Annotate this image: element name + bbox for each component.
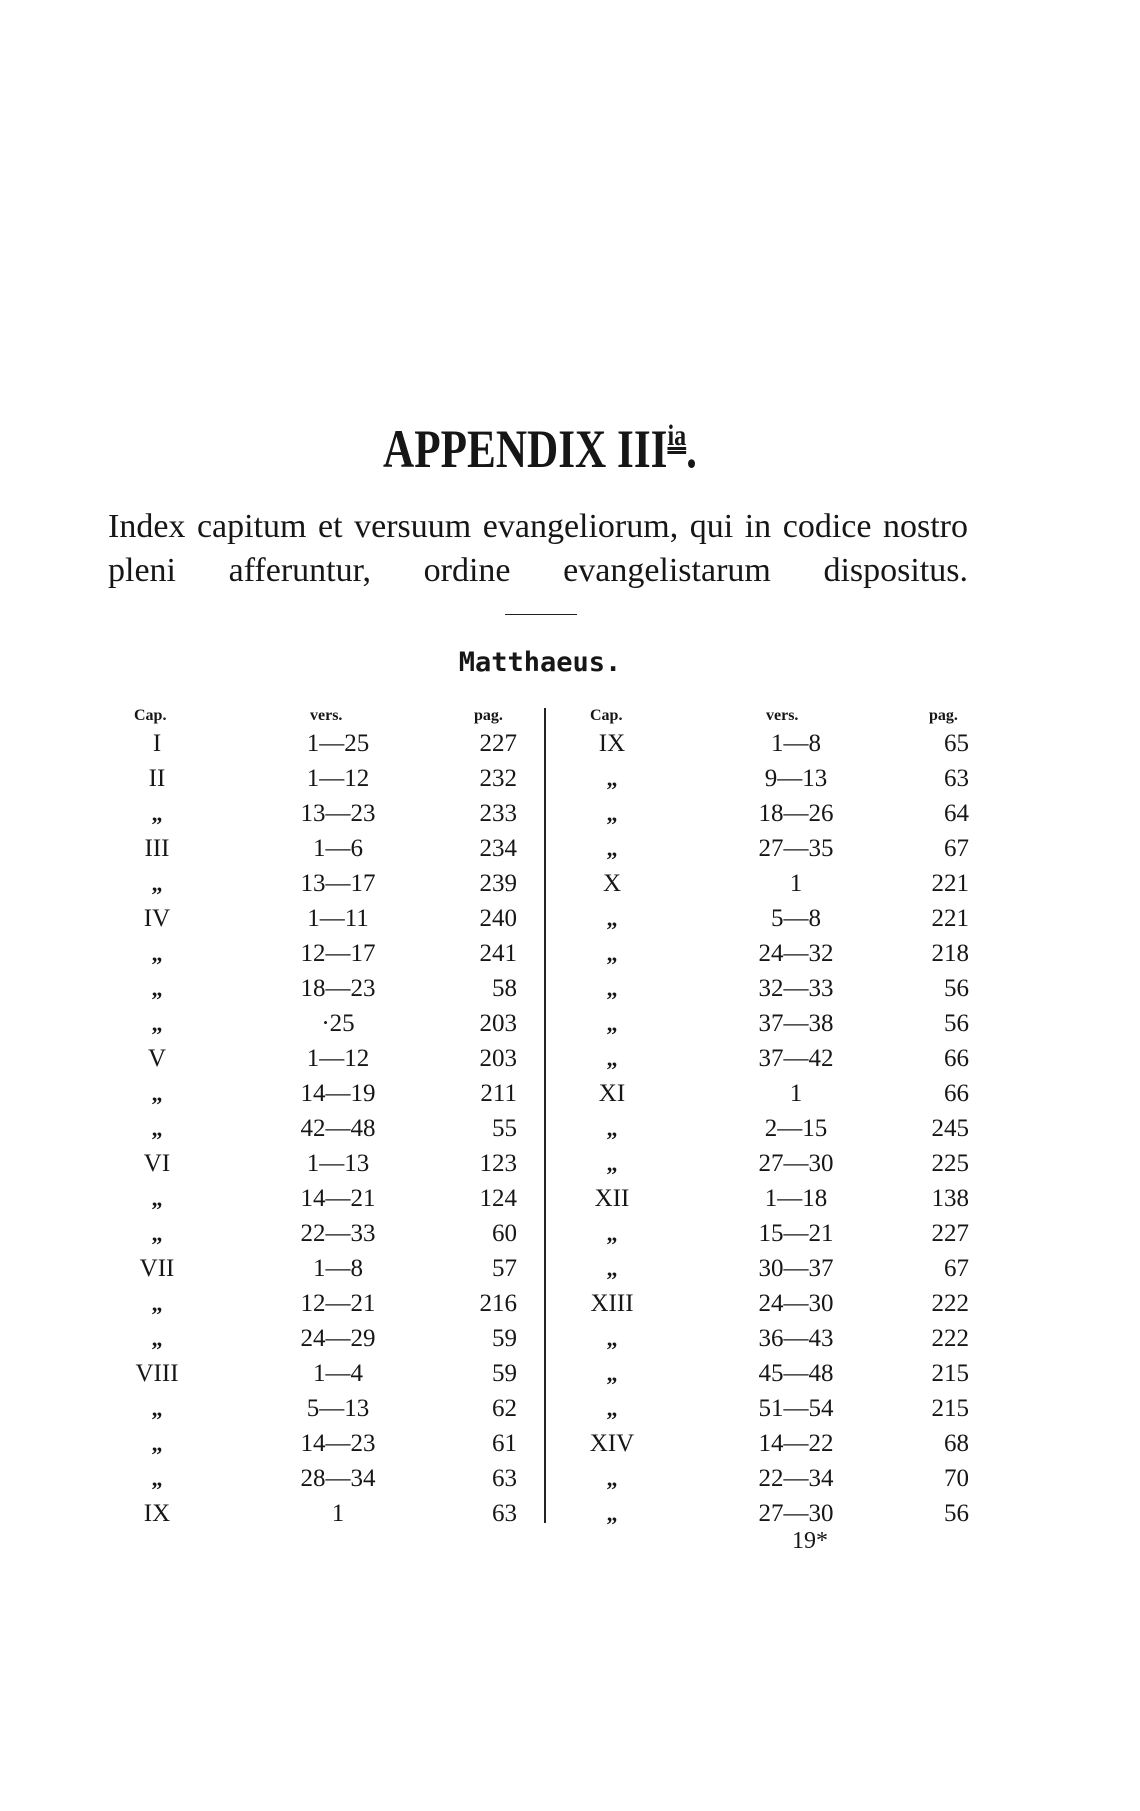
left-vers-cell: 12—17 [300,940,376,967]
left-vers-cell: 1—4 [313,1360,363,1387]
left-cap-cell: „ [151,1186,163,1211]
right-pag-cell: 66 [944,1080,969,1107]
left-cap-cell: „ [151,976,163,1001]
title-superscript: ia [667,419,687,452]
left-cap-cell: III [144,835,170,862]
right-vers-cell: 22—34 [758,1465,834,1492]
right-vers-cell: 14—22 [758,1430,834,1457]
left-pag-cell: 239 [479,870,517,897]
left-vers-cell: 1 [331,1500,345,1527]
left-pag-cell: 216 [479,1290,517,1317]
right-pag-cell: 63 [944,765,969,792]
left-pag-cell: 57 [492,1255,517,1282]
right-pag-cell: 66 [944,1045,969,1072]
right-pag-cell: 221 [931,870,969,897]
right-vers-cell: 1 [789,870,803,897]
right-cap-cell: „ [606,801,618,826]
left-cap-cell: „ [151,1291,163,1316]
right-pag-cell: 218 [931,940,969,967]
section-heading: Matthaeus. [458,647,622,678]
left-cap-cell: V [147,1045,167,1072]
left-pag-cell: 227 [479,730,517,757]
left-vers-cell: 1—13 [306,1150,370,1177]
left-cap-cell: II [148,765,166,792]
left-vers-cell: 28—34 [300,1465,376,1492]
right-pag-cell: 56 [944,1010,969,1037]
left-cap-cell: VI [143,1150,171,1177]
left-cap-cell: IX [143,1500,171,1527]
left-pag-cell: 62 [492,1395,517,1422]
right-vers-cell: 51—54 [758,1395,834,1422]
right-cap-cell: „ [606,1011,618,1036]
right-vers-cell: 27—30 [758,1150,834,1177]
left-vers-cell: 1—12 [306,765,370,792]
left-vers-cell: 14—23 [300,1430,376,1457]
left-pag-cell: 211 [480,1080,517,1107]
right-vers-cell: 1 [789,1080,803,1107]
left-vers-cell: 18—23 [300,975,376,1002]
left-pag-cell: 123 [479,1150,517,1177]
right-pag-cell: 215 [931,1360,969,1387]
left-pag-cell: 124 [479,1185,517,1212]
right-cap-cell: „ [606,1501,618,1526]
right-cap-cell: „ [606,1361,618,1386]
header-vers-right: vers. [766,707,799,724]
left-pag-cell: 234 [479,835,517,862]
header-pag-right: pag. [929,707,958,724]
right-cap-cell: X [602,870,622,897]
left-pag-cell: 63 [492,1500,517,1527]
right-cap-cell: XI [598,1080,626,1107]
left-pag-cell: 203 [479,1010,517,1037]
right-cap-cell: „ [606,906,618,931]
right-pag-cell: 64 [944,800,969,827]
left-pag-cell: 58 [492,975,517,1002]
right-cap-cell: „ [606,1221,618,1246]
right-pag-cell: 65 [944,730,969,757]
left-cap-cell: „ [151,1011,163,1036]
right-cap-cell: „ [606,1046,618,1071]
left-vers-cell: ·25 [321,1010,355,1037]
left-pag-cell: 63 [492,1465,517,1492]
right-vers-cell: 27—30 [758,1500,834,1527]
left-pag-cell: 59 [492,1360,517,1387]
right-pag-cell: 227 [931,1220,969,1247]
left-cap-cell: „ [151,1116,163,1141]
left-cap-cell: „ [151,1221,163,1246]
left-vers-cell: 1—25 [306,730,370,757]
right-cap-cell: „ [606,976,618,1001]
right-vers-cell: 1—8 [771,730,821,757]
right-vers-cell: 24—30 [758,1290,834,1317]
left-vers-cell: 1—12 [306,1045,370,1072]
right-vers-cell: 27—35 [758,835,834,862]
left-cap-cell: „ [151,1396,163,1421]
left-cap-cell: „ [151,871,163,896]
left-cap-cell: „ [151,941,163,966]
column-divider [544,708,546,1523]
right-pag-cell: 221 [931,905,969,932]
left-vers-cell: 42—48 [300,1115,376,1142]
header-vers-left: vers. [310,707,343,724]
left-pag-cell: 203 [479,1045,517,1072]
left-vers-cell: 1—8 [313,1255,363,1282]
right-vers-cell: 24—32 [758,940,834,967]
signature-mark: 19* [792,1528,828,1554]
right-pag-cell: 56 [944,975,969,1002]
left-vers-cell: 5—13 [306,1395,370,1422]
appendix-title [108,418,972,480]
left-vers-cell: 14—19 [300,1080,376,1107]
left-pag-cell: 241 [479,940,517,967]
right-vers-cell: 32—33 [758,975,834,1002]
right-cap-cell: „ [606,1396,618,1421]
right-pag-cell: 215 [931,1395,969,1422]
right-cap-cell: „ [606,1151,618,1176]
left-vers-cell: 12—21 [300,1290,376,1317]
right-cap-cell: XIII [590,1290,634,1317]
right-vers-cell: 30—37 [758,1255,834,1282]
right-cap-cell: „ [606,766,618,791]
left-vers-cell: 13—23 [300,800,376,827]
left-pag-cell: 233 [479,800,517,827]
left-cap-cell: I [152,730,162,757]
right-vers-cell: 36—43 [758,1325,834,1352]
left-pag-cell: 61 [492,1430,517,1457]
right-vers-cell: 45—48 [758,1360,834,1387]
left-vers-cell: 14—21 [300,1185,376,1212]
title-divider [505,614,577,615]
left-pag-cell: 55 [492,1115,517,1142]
header-pag-left: pag. [474,707,503,724]
left-cap-cell: „ [151,1431,163,1456]
right-vers-cell: 5—8 [771,905,821,932]
right-pag-cell: 225 [931,1150,969,1177]
header-cap-left: Cap. [134,707,167,724]
right-pag-cell: 68 [944,1430,969,1457]
right-pag-cell: 245 [931,1115,969,1142]
right-vers-cell: 2—15 [764,1115,828,1142]
right-pag-cell: 222 [931,1290,969,1317]
left-pag-cell: 60 [492,1220,517,1247]
header-cap-right: Cap. [590,707,623,724]
right-vers-cell: 37—42 [758,1045,834,1072]
left-pag-cell: 240 [479,905,517,932]
left-cap-cell: „ [151,1326,163,1351]
left-pag-cell: 59 [492,1325,517,1352]
right-cap-cell: IX [598,730,626,757]
left-cap-cell: „ [151,1466,163,1491]
right-cap-cell: „ [606,941,618,966]
right-cap-cell: „ [606,1116,618,1141]
right-pag-cell: 67 [944,1255,969,1282]
left-vers-cell: 1—11 [307,905,369,932]
right-cap-cell: XIV [589,1430,635,1457]
right-vers-cell: 18—26 [758,800,834,827]
left-vers-cell: 24—29 [300,1325,376,1352]
right-pag-cell: 56 [944,1500,969,1527]
right-cap-cell: „ [606,1326,618,1351]
right-cap-cell: „ [606,1466,618,1491]
right-pag-cell: 67 [944,835,969,862]
right-pag-cell: 70 [944,1465,969,1492]
right-pag-cell: 222 [931,1325,969,1352]
left-pag-cell: 232 [479,765,517,792]
right-vers-cell: 37—38 [758,1010,834,1037]
title-period: . [686,419,697,479]
title-main: APPENDIX III [383,419,668,479]
left-vers-cell: 1—6 [313,835,363,862]
right-cap-cell: „ [606,1256,618,1281]
right-vers-cell: 1—18 [764,1185,828,1212]
left-cap-cell: VIII [135,1360,179,1387]
right-pag-cell: 138 [931,1185,969,1212]
right-vers-cell: 15—21 [758,1220,834,1247]
left-vers-cell: 22—33 [300,1220,376,1247]
right-cap-cell: „ [606,836,618,861]
left-cap-cell: VII [139,1255,175,1282]
left-vers-cell: 13—17 [300,870,376,897]
index-description: Index capitum et versuum evangeliorum, qui in codice nostro pleni afferuntur, ordine evangelistarum dispositus. [108,508,968,589]
left-cap-cell: IV [143,905,171,932]
left-cap-cell: „ [151,801,163,826]
right-cap-cell: XII [594,1185,630,1212]
left-cap-cell: „ [151,1081,163,1106]
right-vers-cell: 9—13 [764,765,828,792]
